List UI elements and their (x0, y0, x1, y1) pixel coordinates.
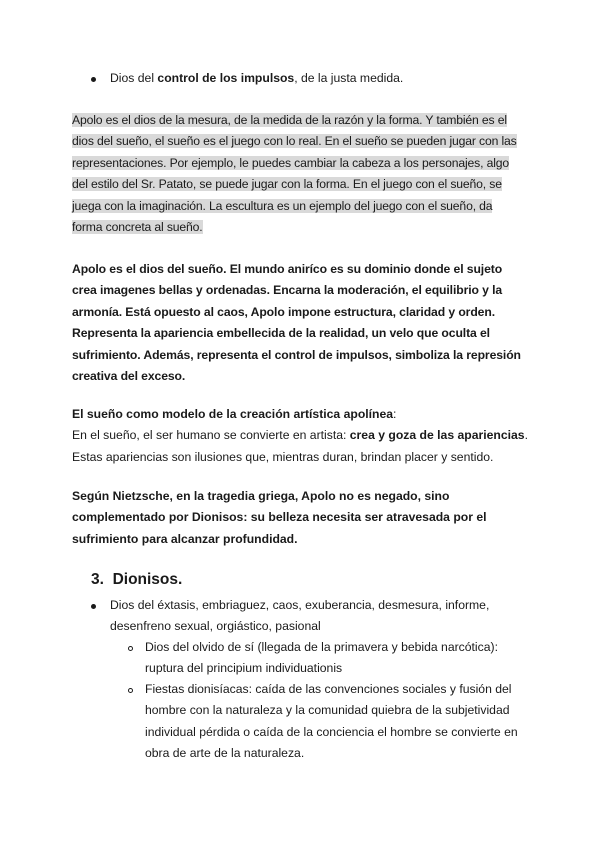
dream-heading: El sueño como modelo de la creación artística apolínea: (72, 407, 397, 421)
section-heading-dionisos: 3. Dionisos. (91, 571, 183, 588)
sub-bullet-olvido: Dios del olvido de sí (llegada de la primavera y bebida narcótica): ruptura del principium individuationis (145, 640, 498, 676)
bullet-control-impulsos: Dios del control de los impulsos, de la justa medida. (110, 71, 404, 85)
bullet-dionisos: Dios del éxtasis, embriaguez, caos, exuberancia, desmesura, informe, desenfreno sexual, orgiástico, pasional (110, 598, 490, 634)
sub-bullet-fiestas: Fiestas dionisíacas: caída de las convenciones sociales y fusión del hombre con la naturaleza y la comunidad quiebra de la subjetividad individual pérdida o caída de la conciencia el hombre se convierte en obra de arte de la naturaleza. (145, 682, 518, 761)
dream-section: El sueño como modelo de la creación artística apolínea: En el sueño, el ser humano se convierte en artista: crea y goza de las apariencias. Estas apariencias son ilusiones que, mientras duran, brindan placer y sentido. (72, 404, 532, 468)
bullet-dot (91, 77, 96, 82)
bullet-dot (91, 604, 96, 609)
highlighted-paragraph: Apolo es el dios de la mesura, de la medida de la razón y la forma. Y también es el dios del sueño, el sueño es el juego con lo real. En el sueño se pueden jugar con las representaciones. Por ejemplo, le puedes cambiar la cabeza a los personajes, algo del estilo del Sr. Patato, se puede jugar con la forma. En el juego con el sueño, se juega con la imaginación. La escultura es un ejemplo del juego con el sueño, da forma concreta al sueño. (72, 113, 517, 235)
nietzsche-paragraph: Según Nietzsche, en la tragedia griega, Apolo no es negado, sino complementado por Dionisos: su belleza necesita ser atravesada por el sufrimiento para alcanzar profundidad. (72, 489, 487, 546)
apolo-bold-paragraph: Apolo es el dios del sueño. El mundo aniríco es su dominio donde el sujeto crea imagenes bellas y ordenadas. Encarna la moderación, el equilibrio y la armonía. Está opuesto al caos, Apolo impone estructura, claridad y orden. Representa la apariencia embellecida de la realidad, un velo que oculta el sufrimiento. Además, representa el control de impulsos, simboliza la represión creativa del exceso. (72, 262, 521, 384)
sub-bullet-circle (128, 688, 133, 693)
sub-bullet-circle (128, 646, 133, 651)
